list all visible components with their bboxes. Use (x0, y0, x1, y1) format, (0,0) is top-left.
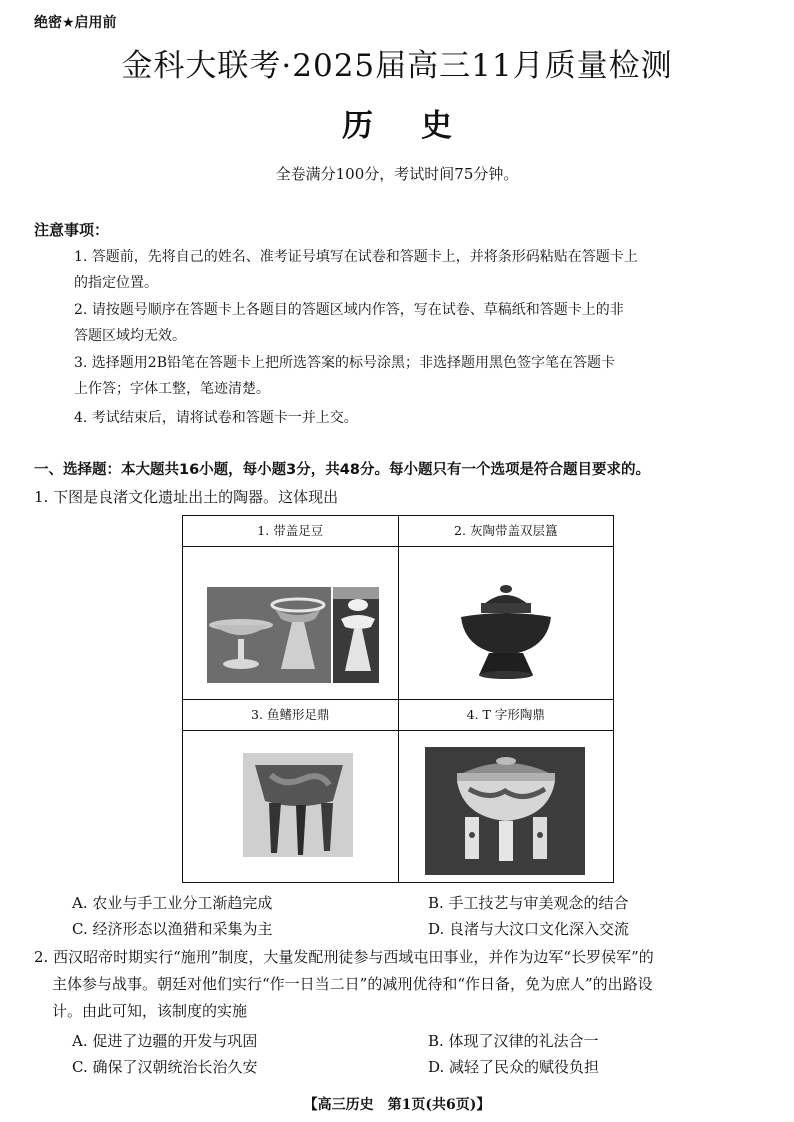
q2-line: 计。由此可知，该制度的实施 (52, 1002, 248, 1020)
full-score-note: 全卷满分100分，考试时间75分钟。 (275, 165, 519, 183)
note-line: 上作答；字体工整，笔迹清楚。 (74, 381, 270, 397)
figure-caption: 2. 灰陶带盖双层簋 (399, 516, 614, 547)
notes-heading: 注意事项： (34, 221, 110, 239)
q1-option-d: D. 良渚与大汶口文化深入交流 (428, 920, 630, 938)
pottery-image-gui (399, 547, 614, 697)
figure-caption: 3. 鱼鳍形足鼎 (183, 700, 398, 731)
page-footer: 【高三历史 第1页(共6页)】 (303, 1097, 491, 1113)
exam-title: 金科大联考·2025届高三11月质量检测 (121, 48, 673, 84)
pottery-figure-table (182, 515, 614, 883)
q1-option-c: C. 经济形态以渔猎和采集为主 (72, 920, 273, 938)
q1-option-b: B. 手工技艺与审美观念的结合 (428, 894, 629, 912)
note-item (74, 350, 764, 402)
q2-option-c: C. 确保了汉朝统治长治久安 (72, 1058, 258, 1076)
figure-cell (183, 516, 399, 700)
q1-option-a: A. 农业与手工业分工渐趋完成 (72, 894, 273, 912)
figure-cell (183, 699, 399, 883)
figure-cell (398, 699, 614, 883)
pottery-image-ding-t (399, 731, 614, 881)
section-heading: 一、选择题：本大题共16小题，每小题3分，共48分。每小题只有一个选项是符合题目要求的。 (34, 462, 650, 478)
question-2-stem (34, 944, 769, 1025)
note-item (74, 297, 764, 349)
pottery-image-ding-fin (183, 731, 398, 881)
q2-option-a: A. 促进了边疆的开发与巩固 (72, 1032, 258, 1050)
question-1-stem: 1. 下图是良渚文化遗址出土的陶器。这体现出 (34, 488, 339, 506)
figure-cell (398, 516, 614, 700)
figure-caption: 1. 带盖足豆 (183, 516, 398, 547)
note-item (74, 405, 764, 431)
figure-caption: 4. T 字形陶鼎 (399, 700, 614, 731)
q2-line: 2. 西汉昭帝时期实行“施刑”制度，大量发配刑徒参与西域屯田事业，并作为边军“长罗侯军”的 (34, 948, 654, 966)
note-line: 2. 请按题号顺序在答题卡上各题目的答题区域内作答，写在试卷、草稿纸和答题卡上的非 (74, 302, 624, 318)
subject-title: 历史 (342, 108, 500, 144)
note-line: 3. 选择题用2B铅笔在答题卡上把所选答案的标号涂黑；非选择题用黑色签字笔在答题卡 (74, 355, 616, 371)
note-line: 4. 考试结束后，请将试卷和答题卡一并上交。 (74, 410, 358, 426)
pottery-image-dou (183, 547, 398, 697)
note-line: 答题区域均无效。 (74, 328, 186, 344)
note-line: 1. 答题前，先将自己的姓名、准考证号填写在试卷和答题卡上，并将条形码粘贴在答题卡上 (74, 249, 638, 265)
confidential-label: 绝密★启用前 (34, 15, 117, 31)
q2-option-d: D. 减轻了民众的赋役负担 (428, 1058, 600, 1076)
q2-line: 主体参与战事。朝廷对他们实行“作一日当二日”的减刑优待和“作日备，免为庶人”的出路设 (52, 975, 653, 993)
note-line: 的指定位置。 (74, 275, 158, 291)
note-item (74, 244, 764, 296)
q2-option-b: B. 体现了汉律的礼法合一 (428, 1032, 599, 1050)
